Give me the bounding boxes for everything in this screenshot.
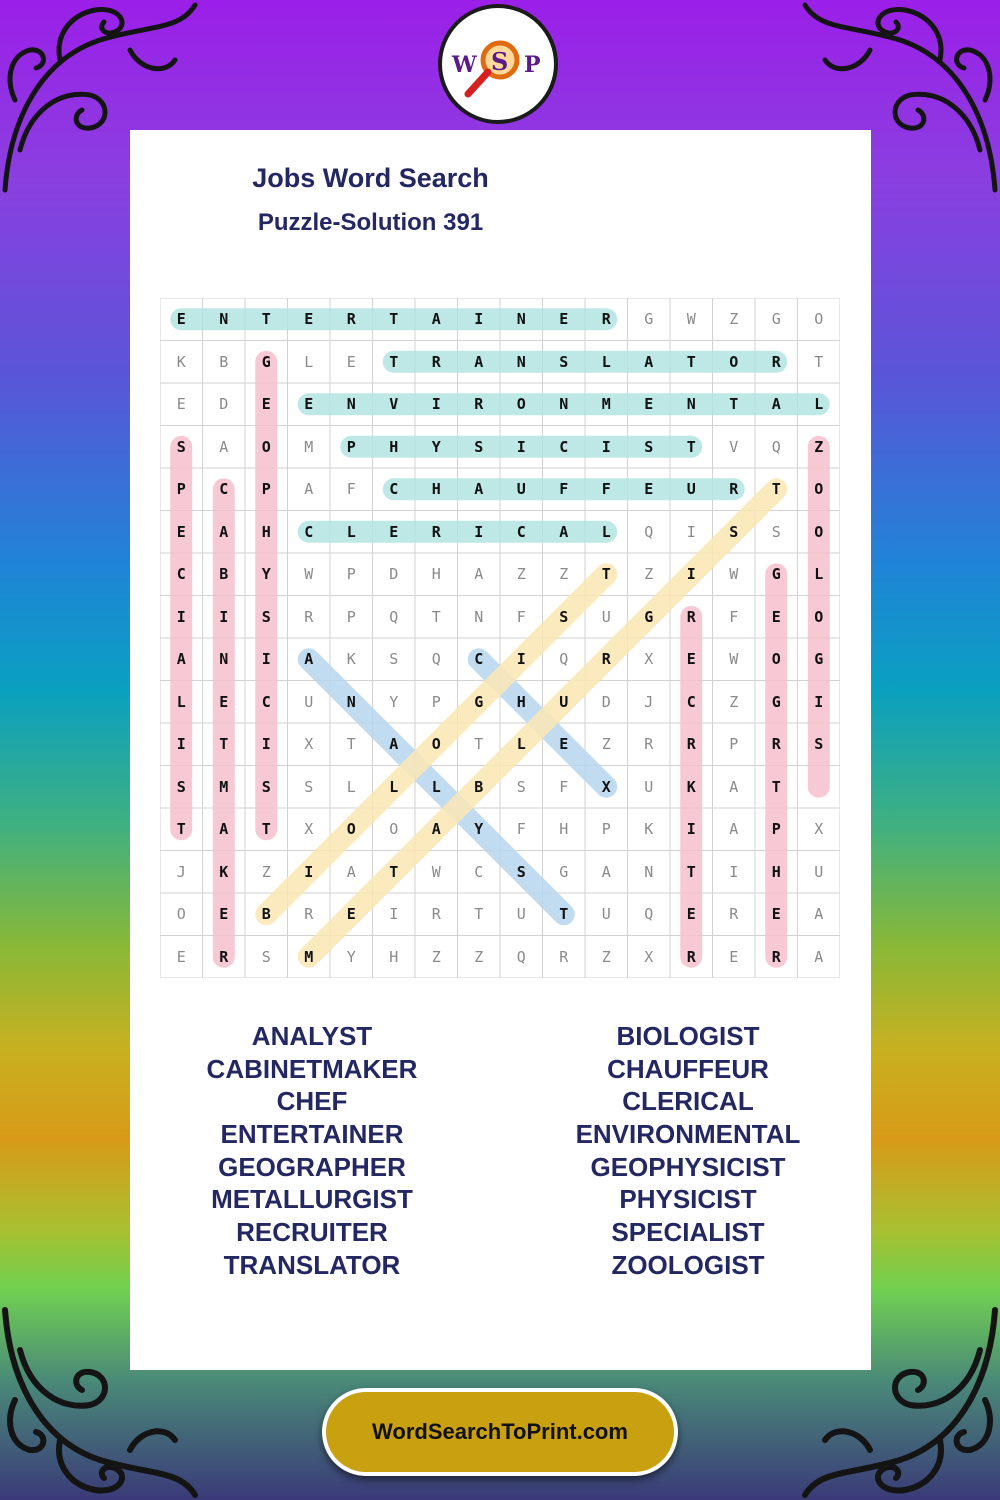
grid-cell: E bbox=[559, 735, 569, 754]
grid-cell: R bbox=[431, 522, 441, 541]
grid-cell: T bbox=[431, 607, 441, 626]
grid-cell: Z bbox=[729, 692, 739, 711]
word-right-biologist: BIOLOGIST bbox=[616, 1021, 760, 1051]
grid-cell: R bbox=[644, 735, 654, 754]
grid-cell: H bbox=[431, 565, 441, 584]
grid-cell: R bbox=[559, 947, 569, 966]
grid-cell: P bbox=[261, 480, 271, 499]
grid-cell: T bbox=[601, 565, 611, 584]
grid-cell: A bbox=[304, 480, 314, 499]
word-search-grid bbox=[160, 298, 840, 978]
grid-cell: M bbox=[304, 947, 314, 966]
grid-cell: E bbox=[304, 395, 314, 414]
grid-cell: G bbox=[644, 607, 654, 626]
grid-cell: I bbox=[176, 607, 186, 626]
grid-cell: A bbox=[814, 947, 824, 966]
word-right-environmental: ENVIRONMENTAL bbox=[575, 1119, 801, 1150]
grid-cell: T bbox=[686, 352, 696, 371]
grid-cell: F bbox=[516, 607, 526, 626]
grid-cell: P bbox=[601, 820, 611, 839]
grid-cell: U bbox=[814, 862, 824, 881]
grid-cell: Z bbox=[814, 437, 824, 456]
grid-cell: U bbox=[559, 692, 569, 711]
grid-cell: R bbox=[771, 947, 781, 966]
grid-cell: L bbox=[814, 565, 824, 584]
grid-cell: G bbox=[814, 650, 824, 669]
grid-cell: S bbox=[516, 777, 526, 796]
grid-cell: F bbox=[516, 820, 526, 839]
grid-cell: V bbox=[389, 395, 399, 414]
grid-cell: O bbox=[431, 735, 441, 754]
grid-cell: R bbox=[686, 947, 696, 966]
grid-cell: J bbox=[176, 862, 186, 881]
grid-cell: Y bbox=[474, 820, 484, 839]
grid-cell: U bbox=[601, 905, 611, 924]
grid-cell: U bbox=[686, 480, 696, 499]
grid-cell: I bbox=[219, 607, 229, 626]
grid-cell: Q bbox=[516, 947, 526, 966]
grid-cell: W bbox=[431, 862, 441, 881]
grid-cell: S bbox=[261, 777, 271, 796]
grid-cell: T bbox=[474, 735, 484, 754]
grid-cell: F bbox=[729, 607, 739, 626]
grid-cell: O bbox=[346, 820, 356, 839]
grid-cell: L bbox=[304, 352, 314, 371]
grid-cell: K bbox=[644, 820, 654, 839]
grid-cell: I bbox=[686, 565, 696, 584]
grid-cell: B bbox=[219, 565, 229, 584]
grid-cell: R bbox=[346, 310, 356, 329]
grid-cell: I bbox=[729, 862, 739, 881]
grid-cell: K bbox=[219, 862, 229, 881]
grid-cell: P bbox=[346, 607, 356, 626]
grid-cell: Q bbox=[559, 650, 569, 669]
logo-letter-s: S bbox=[491, 47, 509, 76]
grid-cell: E bbox=[176, 395, 186, 414]
grid-cell: A bbox=[219, 522, 229, 541]
grid-cell: G bbox=[644, 310, 654, 329]
grid-cell: A bbox=[814, 905, 824, 924]
word-right-physicist: PHYSICIST bbox=[619, 1184, 757, 1215]
word-left-geographer: GEOGRAPHER bbox=[218, 1151, 406, 1182]
grid-cell: T bbox=[219, 735, 229, 754]
grid-cell: U bbox=[516, 905, 526, 924]
grid-cell: A bbox=[729, 777, 739, 796]
grid-cell: R bbox=[771, 352, 781, 371]
grid-cell: I bbox=[261, 735, 271, 754]
grid-cell: E bbox=[176, 947, 186, 966]
grid-cell: O bbox=[729, 352, 739, 371]
grid-cell: H bbox=[771, 862, 781, 881]
grid-cell: L bbox=[176, 692, 186, 711]
word-left-analyst: ANALYST bbox=[251, 1021, 373, 1051]
word-right-geophysicist: GEOPHYSICIST bbox=[590, 1151, 786, 1182]
grid-cell: G bbox=[261, 352, 271, 371]
grid-cell: A bbox=[474, 565, 484, 584]
grid-cell: O bbox=[814, 522, 824, 541]
grid-cell: E bbox=[686, 905, 696, 924]
grid-cell: L bbox=[389, 777, 399, 796]
grid-cell: C bbox=[516, 522, 526, 541]
grid-cell: E bbox=[644, 395, 654, 414]
grid-cell: Y bbox=[431, 437, 441, 456]
word-left-recruiter: RECRUITER bbox=[236, 1217, 388, 1248]
logo-letter-p: P bbox=[524, 52, 541, 78]
grid-cell: T bbox=[389, 310, 399, 329]
grid-cell: X bbox=[644, 947, 654, 966]
grid-cell: E bbox=[176, 310, 186, 329]
grid-cell: T bbox=[346, 735, 356, 754]
grid-cell: Z bbox=[261, 862, 271, 881]
grid-cell: C bbox=[686, 692, 696, 711]
word-left-cabinetmaker: CABINETMAKER bbox=[206, 1053, 418, 1084]
grid-cell: X bbox=[304, 820, 314, 839]
grid-cell: E bbox=[176, 522, 186, 541]
grid-cell: S bbox=[559, 352, 569, 371]
word-left-metallurgist: METALLURGIST bbox=[211, 1184, 413, 1215]
grid-cell: S bbox=[176, 777, 186, 796]
grid-cell: N bbox=[644, 862, 654, 881]
grid-cell: A bbox=[176, 650, 186, 669]
grid-cell: S bbox=[261, 947, 271, 966]
grid-cell: F bbox=[601, 480, 611, 499]
grid-cell: C bbox=[176, 565, 186, 584]
grid-cell: A bbox=[601, 862, 611, 881]
grid-cell: T bbox=[389, 862, 399, 881]
grid-cell: A bbox=[346, 862, 356, 881]
grid-cell: G bbox=[559, 862, 569, 881]
grid-cell: W bbox=[686, 310, 696, 329]
grid-cell: Q bbox=[431, 650, 441, 669]
grid-cell: N bbox=[516, 310, 526, 329]
word-list-right bbox=[538, 1020, 838, 1282]
grid-cell: G bbox=[771, 310, 781, 329]
grid-cell: N bbox=[686, 395, 696, 414]
grid-cell: J bbox=[644, 692, 654, 711]
grid-cell: O bbox=[261, 437, 271, 456]
grid-cell: S bbox=[474, 437, 484, 456]
grid-cell: I bbox=[176, 735, 186, 754]
grid-cell bbox=[798, 766, 841, 809]
grid-cell: M bbox=[219, 777, 229, 796]
grid-cell: E bbox=[219, 905, 229, 924]
grid-cell: A bbox=[474, 480, 484, 499]
grid-cell: E bbox=[346, 352, 356, 371]
grid-cell: E bbox=[389, 522, 399, 541]
grid-cell: R bbox=[729, 905, 739, 924]
grid-cell: T bbox=[771, 777, 781, 796]
grid-cell: I bbox=[474, 310, 484, 329]
grid-cell: O bbox=[814, 607, 824, 626]
grid-cell: L bbox=[601, 522, 611, 541]
grid-cell: I bbox=[389, 905, 399, 924]
word-left-entertainer: ENTERTAINER bbox=[220, 1119, 404, 1150]
grid-cell: X bbox=[814, 820, 824, 839]
page-title: Jobs Word Search bbox=[252, 163, 489, 193]
word-left-translator: TRANSLATOR bbox=[223, 1249, 401, 1280]
grid-cell: L bbox=[516, 735, 526, 754]
grid-cell: I bbox=[431, 395, 441, 414]
grid-cell: I bbox=[601, 437, 611, 456]
grid-cell: A bbox=[474, 352, 484, 371]
grid-cell: O bbox=[814, 480, 824, 499]
grid-cell: U bbox=[601, 607, 611, 626]
site-logo[interactable] bbox=[438, 4, 558, 124]
grid-cell: R bbox=[219, 947, 229, 966]
grid-cell: G bbox=[771, 692, 781, 711]
grid-cell: C bbox=[219, 480, 229, 499]
grid-cell: E bbox=[559, 310, 569, 329]
grid-cell: S bbox=[559, 607, 569, 626]
grid-cell: S bbox=[304, 777, 314, 796]
grid-cell: Z bbox=[729, 310, 739, 329]
grid-cell: U bbox=[644, 777, 654, 796]
grid-cell: O bbox=[771, 650, 781, 669]
grid-cell: L bbox=[431, 777, 441, 796]
grid-cell: A bbox=[431, 310, 441, 329]
grid-cell: R bbox=[686, 735, 696, 754]
grid-cell: N bbox=[219, 310, 229, 329]
grid-cell: T bbox=[474, 905, 484, 924]
grid-cell: I bbox=[516, 437, 526, 456]
grid-cell: T bbox=[261, 310, 271, 329]
grid-cell: E bbox=[304, 310, 314, 329]
grid-cell: S bbox=[176, 437, 186, 456]
grid-cell: P bbox=[729, 735, 739, 754]
grid-cell: S bbox=[814, 735, 824, 754]
grid-cell: W bbox=[304, 565, 314, 584]
grid-cell: C bbox=[474, 650, 484, 669]
grid-cell: T bbox=[261, 820, 271, 839]
grid-cell: S bbox=[771, 522, 781, 541]
grid-cell: A bbox=[389, 735, 399, 754]
grid-cell: R bbox=[431, 905, 441, 924]
grid-cell: K bbox=[686, 777, 696, 796]
grid-cell: T bbox=[176, 820, 186, 839]
grid-cell: N bbox=[346, 692, 356, 711]
grid-cell: M bbox=[304, 437, 314, 456]
grid-cell: R bbox=[686, 607, 696, 626]
grid-cell: Z bbox=[516, 565, 526, 584]
grid-cell: D bbox=[389, 565, 399, 584]
grid-cell: U bbox=[516, 480, 526, 499]
grid-cell: E bbox=[219, 692, 229, 711]
grid-cell: P bbox=[346, 565, 356, 584]
grid-cell: T bbox=[771, 480, 781, 499]
word-right-specialist: SPECIALIST bbox=[611, 1217, 765, 1248]
grid-cell: H bbox=[389, 437, 399, 456]
grid-cell: S bbox=[644, 437, 654, 456]
grid-cell: L bbox=[346, 522, 356, 541]
grid-cell: T bbox=[729, 395, 739, 414]
grid-cell: I bbox=[686, 820, 696, 839]
grid-cell: B bbox=[219, 352, 229, 371]
grid-cell: T bbox=[389, 352, 399, 371]
word-right-clerical: CLERICAL bbox=[622, 1086, 754, 1117]
grid-cell: Q bbox=[644, 522, 654, 541]
grid-cell: X bbox=[304, 735, 314, 754]
grid-cell: H bbox=[559, 820, 569, 839]
grid-cell: R bbox=[304, 905, 314, 924]
grid-cell: S bbox=[729, 522, 739, 541]
site-link-label: WordSearchToPrint.com bbox=[372, 1419, 628, 1444]
grid-cell: A bbox=[771, 395, 781, 414]
grid-cell: R bbox=[474, 395, 484, 414]
grid-cell: V bbox=[729, 437, 739, 456]
grid-cell: G bbox=[474, 692, 484, 711]
grid-cell: C bbox=[389, 480, 399, 499]
grid-cell: O bbox=[389, 820, 399, 839]
grid-cell: T bbox=[686, 437, 696, 456]
grid-cell: T bbox=[814, 352, 824, 371]
grid-cell: R bbox=[771, 735, 781, 754]
grid-cell: I bbox=[474, 522, 484, 541]
grid-cell: Y bbox=[261, 565, 271, 584]
grid-cell: B bbox=[261, 905, 271, 924]
grid-cell: U bbox=[304, 692, 314, 711]
grid-cell: G bbox=[771, 565, 781, 584]
grid-cell: C bbox=[261, 692, 271, 711]
grid-cell: Q bbox=[389, 607, 399, 626]
grid-cell: C bbox=[474, 862, 484, 881]
grid-cell: A bbox=[644, 352, 654, 371]
grid-cell: E bbox=[261, 395, 271, 414]
grid-cell: A bbox=[219, 820, 229, 839]
grid-cell: B bbox=[474, 777, 484, 796]
logo-letter-w: W bbox=[452, 52, 477, 78]
grid-cell: M bbox=[601, 395, 611, 414]
grid-cell: W bbox=[729, 565, 739, 584]
grid-cell: N bbox=[219, 650, 229, 669]
grid-cell: D bbox=[219, 395, 229, 414]
grid-cell: F bbox=[559, 480, 569, 499]
page-subtitle: Puzzle-Solution 391 bbox=[257, 209, 484, 236]
letter-grid bbox=[160, 298, 840, 978]
grid-cell: W bbox=[729, 650, 739, 669]
word-right-zoologist: ZOOLOGIST bbox=[611, 1249, 765, 1280]
grid-cell: Q bbox=[771, 437, 781, 456]
grid-cell: N bbox=[346, 395, 356, 414]
grid-cell: A bbox=[304, 650, 314, 669]
grid-cell: R bbox=[729, 480, 739, 499]
grid-cell: A bbox=[729, 820, 739, 839]
grid-cell: N bbox=[516, 352, 526, 371]
grid-cell: R bbox=[601, 310, 611, 329]
grid-cell: K bbox=[346, 650, 356, 669]
grid-cell: E bbox=[644, 480, 654, 499]
grid-cell: Z bbox=[431, 947, 441, 966]
grid-cell: X bbox=[644, 650, 654, 669]
grid-cell: D bbox=[601, 692, 611, 711]
grid-cell: Z bbox=[644, 565, 654, 584]
grid-cell: E bbox=[346, 905, 356, 924]
grid-cell: Q bbox=[644, 905, 654, 924]
grid-cell: K bbox=[176, 352, 186, 371]
grid-cell: N bbox=[559, 395, 569, 414]
grid-cell: L bbox=[346, 777, 356, 796]
grid-cell: A bbox=[431, 820, 441, 839]
grid-cell: Z bbox=[601, 735, 611, 754]
grid-cell: H bbox=[431, 480, 441, 499]
grid-cell: O bbox=[516, 395, 526, 414]
grid-cell: L bbox=[601, 352, 611, 371]
grid-cell: P bbox=[431, 692, 441, 711]
grid-cell: E bbox=[771, 905, 781, 924]
grid-cell: E bbox=[686, 650, 696, 669]
grid-cell: C bbox=[559, 437, 569, 456]
grid-cell: P bbox=[176, 480, 186, 499]
grid-cell: X bbox=[601, 777, 611, 796]
grid-cell: I bbox=[304, 862, 314, 881]
site-link-button[interactable] bbox=[322, 1388, 678, 1476]
grid-cell: I bbox=[516, 650, 526, 669]
grid-cell: S bbox=[261, 607, 271, 626]
grid-cell: N bbox=[474, 607, 484, 626]
grid-cell: A bbox=[219, 437, 229, 456]
grid-cell: F bbox=[559, 777, 569, 796]
grid-cell: O bbox=[176, 905, 186, 924]
word-list-left bbox=[162, 1020, 462, 1282]
grid-cell: T bbox=[686, 862, 696, 881]
grid-cell: I bbox=[261, 650, 271, 669]
grid-cell: C bbox=[304, 522, 314, 541]
grid-cell: O bbox=[814, 310, 824, 329]
grid-cell: I bbox=[686, 522, 696, 541]
grid-cell: H bbox=[389, 947, 399, 966]
grid-cell: H bbox=[516, 692, 526, 711]
grid-cell: P bbox=[771, 820, 781, 839]
grid-cell: F bbox=[346, 480, 356, 499]
grid-cell: S bbox=[516, 862, 526, 881]
grid-cell: E bbox=[729, 947, 739, 966]
grid-cell: R bbox=[431, 352, 441, 371]
grid-cell: Z bbox=[559, 565, 569, 584]
grid-cell: R bbox=[601, 650, 611, 669]
grid-cell: H bbox=[261, 522, 271, 541]
grid-cell: Y bbox=[346, 947, 356, 966]
grid-cell: A bbox=[559, 522, 569, 541]
grid-cell: Y bbox=[389, 692, 399, 711]
word-right-chauffeur: CHAUFFEUR bbox=[607, 1053, 769, 1084]
grid-cell: I bbox=[814, 692, 824, 711]
grid-cell: Z bbox=[601, 947, 611, 966]
grid-cell: P bbox=[346, 437, 356, 456]
grid-cell: E bbox=[771, 607, 781, 626]
word-left-chef: CHEF bbox=[276, 1086, 348, 1117]
grid-cell: Z bbox=[474, 947, 484, 966]
grid-cell: R bbox=[304, 607, 314, 626]
grid-cell: L bbox=[814, 395, 824, 414]
grid-cell: S bbox=[389, 650, 399, 669]
grid-cell: T bbox=[559, 905, 569, 924]
